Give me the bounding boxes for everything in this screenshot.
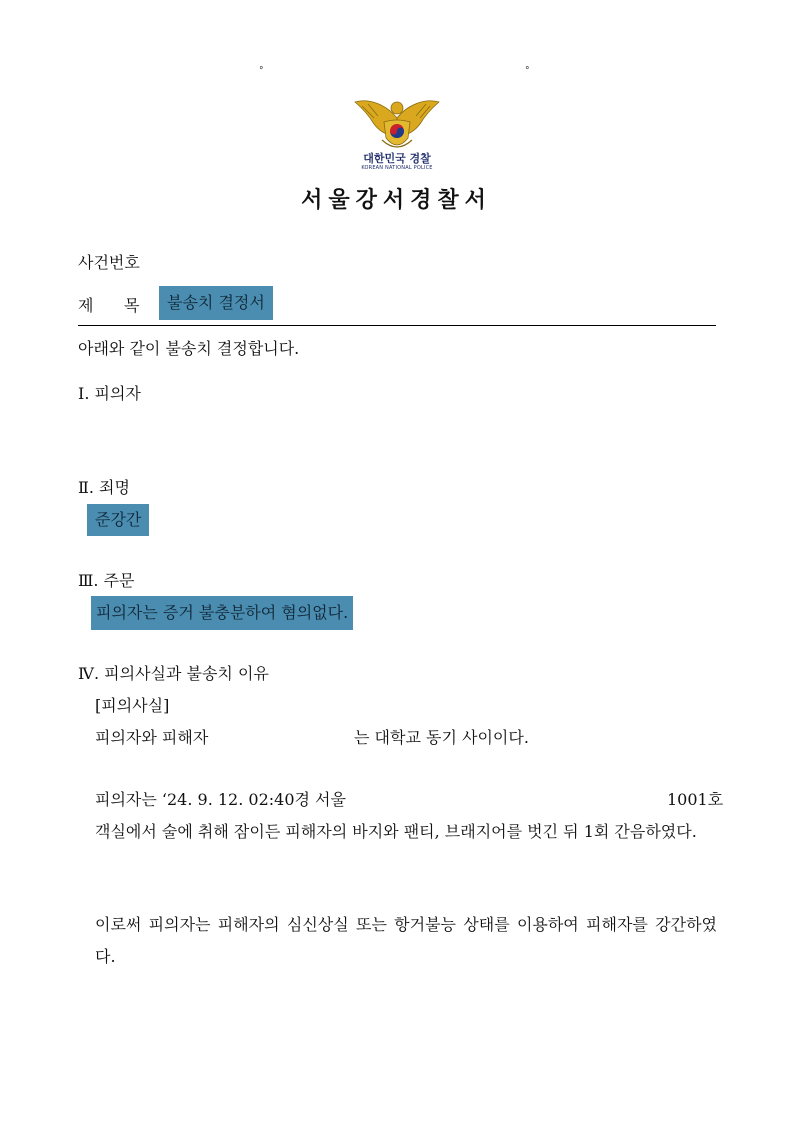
case-number-label: 사건번호 [78, 253, 140, 272]
section-facts-title: Ⅳ. 피의사실과 불송치 이유 [78, 664, 269, 683]
charge-value: 준강간 [87, 504, 149, 536]
header-divider [78, 325, 716, 326]
facts-paragraph-1-right: 는 대학교 동기 사이이다. [354, 728, 529, 747]
intro-text: 아래와 같이 불송치 결정합니다. [78, 339, 300, 358]
logo-korean-text: 대한민국 경찰 [363, 152, 431, 165]
subject-value: 불송치 결정서 [159, 286, 273, 320]
facts-paragraph-2-rest: 객실에서 술에 취해 잠이든 피해자의 바지와 팬티, 브래지어를 벗긴 뒤 1회 간음하였다. [95, 822, 697, 841]
subject-label: 제 목 [78, 296, 140, 315]
facts-paragraph-3: 이로써 피의자는 피해자의 심신상실 또는 항거불능 상태를 이용하여 피해자를 강간하였다. [95, 915, 717, 966]
section-order-title: Ⅲ. 주문 [78, 571, 135, 590]
header-dot-left: ° [259, 66, 264, 76]
facts-paragraph-1-left: 피의자와 피해자 [95, 728, 209, 747]
facts-paragraph-2-start: 피의자는 ‘24. 9. 12. 02:40경 서울 [95, 790, 346, 809]
section-charge-title: Ⅱ. 죄명 [78, 478, 130, 497]
logo-english-text: KOREAN NATIONAL POLICE [361, 165, 433, 171]
facts-subheading: [피의사실] [95, 696, 170, 715]
order-value: 피의자는 증거 불충분하여 혐의없다. [91, 596, 353, 630]
facts-paragraph-2-room: 1001호 [667, 790, 724, 809]
police-station-title: 서울강서경찰서 [301, 188, 492, 213]
section-suspect-title: Ⅰ. 피의자 [78, 384, 141, 403]
header-dot-right: ° [525, 66, 530, 76]
